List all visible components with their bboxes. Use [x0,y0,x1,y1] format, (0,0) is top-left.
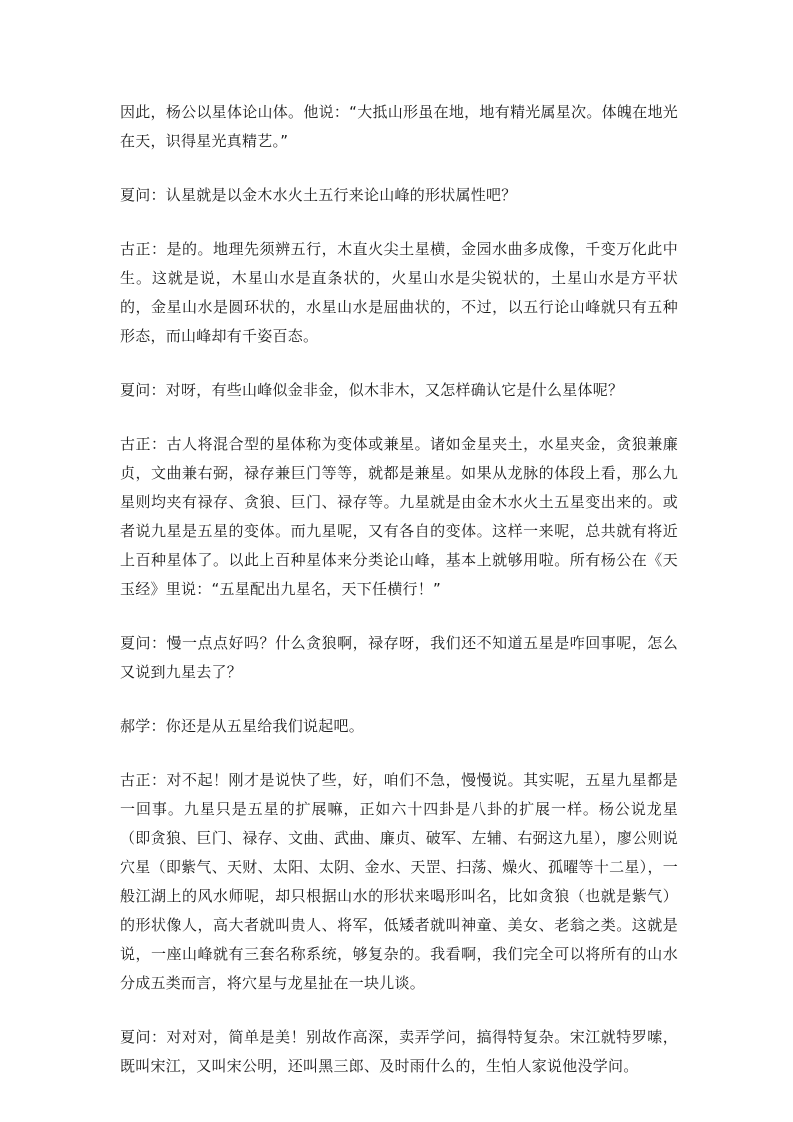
paragraph-5: 古正：古人将混合型的星体称为变体或兼星。诸如金星夹土，水星夹金，贪狼兼廉贞，文曲兼右弼，禄存兼巨门等等，就都是兼星。如果从龙脉的体段上看，那么九星则均夹有禄存、贪狼、巨门、禄存等。九星就是由金木水火土五星变出来的。或者说九星是五星的变体。而九星呢，又有各自的变体。这样一来呢，总共就有将近上百种星体了。以此上百种星体来分类论山峰，基本上就够用啦。所有杨公在《天玉经》里说：“五星配出九星名，天下任横行！” [120,435,678,598]
paragraph-8: 古正：对不起！刚才是说快了些，好，咱们不急，慢慢说。其实呢，五星九星都是一回事。九星只是五星的扩展嘛，正如六十四卦是八卦的扩展一样。杨公说龙星（即贪狼、巨门、禄存、文曲、武曲、廉贞、破军、左辅、右弼这九星），廖公则说穴星（即紫气、天财、太阳、太阴、金水、天罡、扫荡、燥火、孤曜等十二星），一般江湖上的风水师呢，却只根据山水的形状来喝形叫名，比如贪狼（也就是紫气）的形状像人，高大者就叫贵人、将军，低矮者就叫神童、美女、老翁之类。这就是说，一座山峰就有三套名称系统，够复杂的。我看啊，我们完全可以将所有的山水分成五类而言，将穴星与龙星扯在一块儿谈。 [120,771,678,992]
paragraph-7: 郝学：你还是从五星给我们说起吧。 [120,717,365,735]
paragraph-9: 夏问：对对对，简单是美！别故作高深，卖弄学问，搞得特复杂。宋江就特罗嗦，既叫宋江，又叫宋公明，还叫黑三郎、及时雨什么的，生怕人家说他没学问。 [120,1028,678,1075]
document-body [120,98,678,1106]
paragraph-1: 因此，杨公以星体论山体。他说：“大抵山形虽在地，地有精光属星次。体魄在地光在天，识得星光真精艺。” [120,103,678,150]
paragraph-6: 夏问：慢一点点好吗？什么贪狼啊，禄存呀，我们还不知道五星是咋回事呢，怎么又说到九星去了？ [120,634,678,681]
paragraph-2: 夏问：认星就是以金木水火土五行来论山峰的形状属性吧？ [120,186,517,204]
paragraph-3: 古正：是的。地理先须辨五行，木直火尖土星横，金园水曲多成像，千变万化此中生。这就是说，木星山水是直条状的，火星山水是尖锐状的，土星山水是方平状的，金星山水是圆环状的，水星山水是屈曲状的，不过，以五行论山峰就只有五种形态，而山峰却有千姿百态。 [120,240,678,345]
paragraph-4: 夏问：对呀，有些山峰似金非金，似木非木，又怎样确认它是什么星体呢？ [120,381,624,399]
